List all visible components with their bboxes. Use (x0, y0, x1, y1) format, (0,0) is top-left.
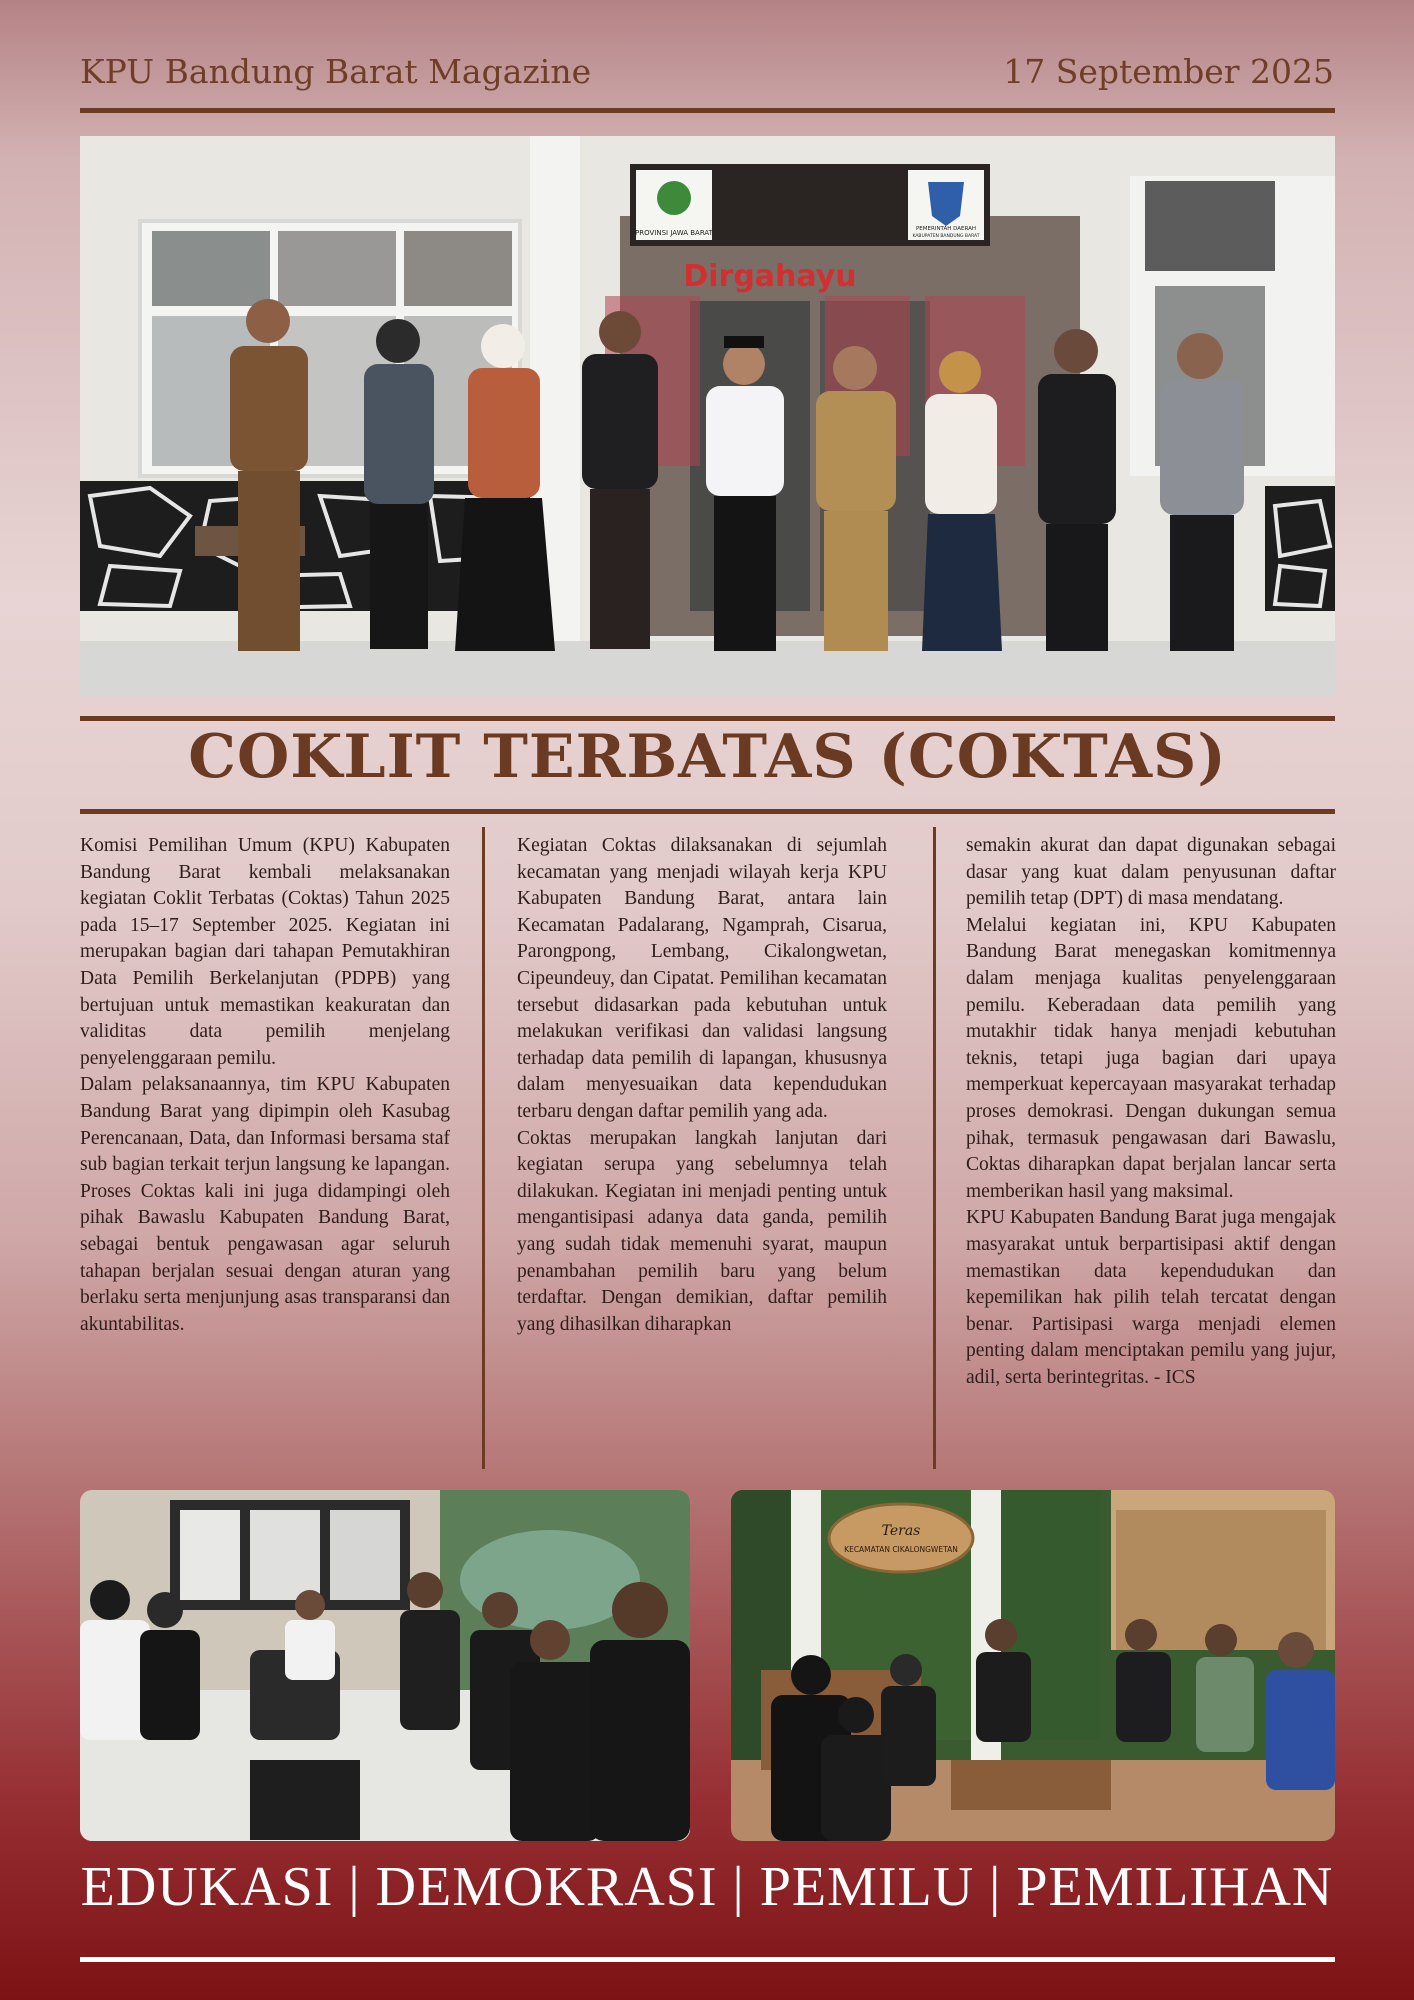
main-group-photo (80, 136, 1335, 695)
top-rule (80, 108, 1335, 113)
right-sign-line2: KABUPATEN BANDUNG BARAT (912, 234, 980, 239)
right-sign-line1: PEMERINTAH DAERAH (915, 226, 977, 232)
col3-paragraph-1: semakin akurat dan dapat digunakan sebagai dasar yang kuat dalam penyusunan daftar pemilih tetap (DPT) di masa mendatang. (966, 835, 1336, 910)
teras-sign-line2: KECAMATAN CIKALONGWETAN (844, 1545, 958, 1554)
bottom-rule (80, 1957, 1335, 1962)
col2-paragraph-1: Kegiatan Coktas dilaksanakan di sejumlah kecamatan yang menjadi wilayah kerja KPU Kabupaten Bandung Barat, antara lain Kecamatan Padalarang, Ngamprah, Cisarua, Parongpong, Lembang, Cikalongwetan, Cipeundeuy, dan Cipatat. Pemilihan kecamatan tersebut didasarkan pada kebutuhan untuk melakukan verifikasi dan validasi langsung terhadap data pemilih di lapangan, khususnya dalam menyesuaikan data kependudukan terbaru dengan daftar pemilih yang ada. (517, 835, 887, 1122)
col2-paragraph-2: Coktas merupakan langkah lanjutan dari kegiatan serupa yang sebelumnya telah dilakukan. Kegiatan ini menjadi penting untuk mengantisipasi adanya data ganda, pemilih yang sudah tidak memenuhi syarat, maupun penambahan pemilih baru yang belum terdaftar. Dengan demikian, daftar pemilih yang dihasilkan diharapkan (517, 1127, 887, 1335)
article-column-2 (517, 833, 887, 1338)
magazine-title: KPU Bandung Barat Magazine (80, 52, 592, 91)
teras-sign-line1: Teras (881, 1523, 921, 1539)
dirgahayu-banner: Dirgahayu (683, 259, 857, 294)
article-column-3 (966, 833, 1336, 1391)
meeting-photo-right (731, 1490, 1335, 1841)
tagline: EDUKASI | DEMOKRASI | PEMILU | PEMILIHAN (80, 1856, 1334, 1918)
article-column-1 (80, 833, 450, 1338)
headline: COKLIT TERBATAS (COKTAS) (188, 722, 1227, 792)
meeting-photo-left (80, 1490, 690, 1841)
column-divider-2 (933, 827, 936, 1469)
issue-date: 17 September 2025 (1003, 52, 1334, 91)
col3-paragraph-3: KPU Kabupaten Bandung Barat juga mengajak masyarakat untuk berpartisipasi aktif dengan memastikan data kependudukan dan kepemilikan hak pilih telah tercatat dengan benar. Partisipasi warga menjadi elemen penting dalam menciptakan pemilu yang jujur, adil, serta berintegritas. - ICS (966, 1207, 1336, 1388)
left-sign-text: PROVINSI JAWA BARAT (635, 229, 713, 237)
col1-paragraph-2: Dalam pelaksanaannya, tim KPU Kabupaten Bandung Barat yang dipimpin oleh Kasubag Perencanaan, Data, dan Informasi bersama staf sub bagian terkait terjun langsung ke lapangan. Proses Coktas kali ini juga didampingi oleh pihak Bawaslu Kabupaten Bandung Barat, sebagai bentuk pengawasan agar seluruh tahapan berjalan sesuai dengan aturan yang berlaku serta menjunjung asas transparansi dan akuntabilitas. (80, 1074, 450, 1335)
col1-paragraph-1: Komisi Pemilihan Umum (KPU) Kabupaten Bandung Barat kembali melaksanakan kegiatan Coklit Terbatas (Coktas) Tahun 2025 pada 15–17 September 2025. Kegiatan ini merupakan bagian dari tahapan Pemutakhiran Data Pemilih Berkelanjutan (PDPB) yang bertujuan untuk memastikan keakuratan dan validitas data pemilih menjelang penyelenggaraan pemilu. (80, 835, 450, 1069)
headline-rule-bottom (80, 809, 1335, 814)
headline-rule-top (80, 716, 1335, 721)
column-divider-1 (482, 827, 485, 1469)
col3-paragraph-2: Melalui kegiatan ini, KPU Kabupaten Bandung Barat menegaskan komitmennya dalam menjaga kualitas penyelenggaraan pemilu. Keberadaan data pemilih yang mutakhir tidak hanya menjadi kebutuhan teknis, tetapi juga bagian dari upaya memperkuat kepercayaan masyarakat terhadap proses demokrasi. Dengan dukungan semua pihak, termasuk pengawasan dari Bawaslu, Coktas diharapkan dapat berjalan lancar serta memberikan hasil yang maksimal. (966, 914, 1336, 1202)
